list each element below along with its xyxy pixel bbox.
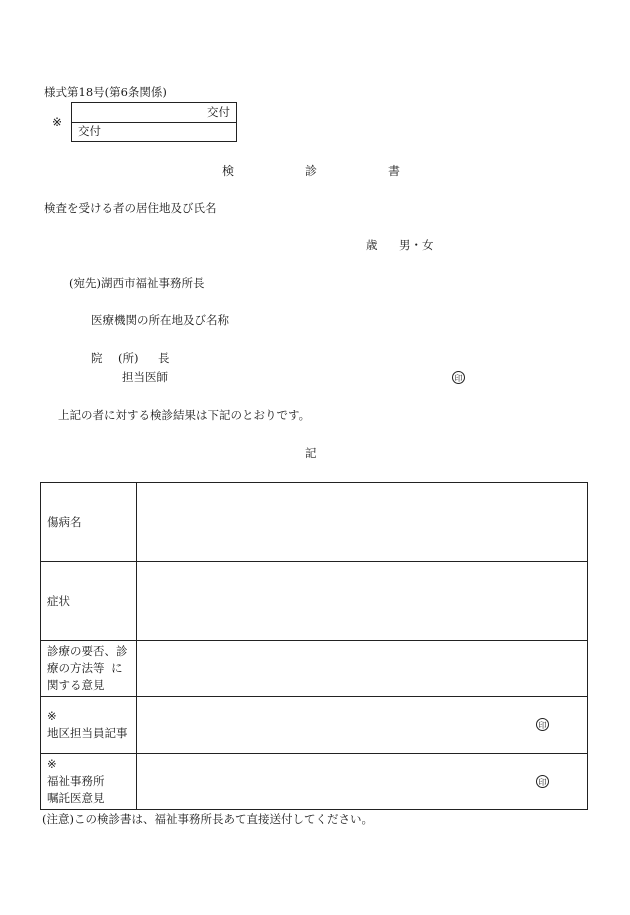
doctor-seal-icon: 印 xyxy=(452,371,465,384)
table-row xyxy=(41,483,588,562)
district-officer-seal-icon: 印 xyxy=(536,718,549,731)
symptoms-label: 症状 xyxy=(41,562,137,641)
issue-box-row2: 交付 xyxy=(78,124,101,138)
form-number: 様式第18号(第6条関係) xyxy=(44,85,167,99)
statement: 上記の者に対する検診結果は下記のとおりです。 xyxy=(58,408,311,422)
table-row xyxy=(41,641,588,697)
diagnosis-label: 傷病名 xyxy=(41,483,137,562)
director-char-3: 長 xyxy=(158,351,170,365)
issue-box-row1: 交付 xyxy=(207,105,230,119)
age-suffix: 歳 xyxy=(366,238,378,252)
ki-heading: 記 xyxy=(305,446,317,460)
diagnosis-field[interactable] xyxy=(137,483,588,562)
patient-label: 検査を受ける者の居住地及び氏名 xyxy=(44,201,217,215)
issue-box-divider xyxy=(72,122,236,123)
treatment-opinion-field[interactable] xyxy=(137,641,588,697)
commissioned-doctor-mark: ※ xyxy=(47,757,57,772)
district-officer-text: 地区担当員記事 xyxy=(47,726,128,740)
commissioned-doctor-line-2: 嘱託医意見 xyxy=(47,790,105,805)
exam-record-table xyxy=(40,482,588,810)
addressee: (宛先)湖西市福祉事務所長 xyxy=(69,276,205,290)
title-char-2: 診 xyxy=(305,164,318,178)
symptoms-field[interactable] xyxy=(137,562,588,641)
treatment-opinion-line-2: 療の方法等 に xyxy=(47,661,123,676)
issue-box xyxy=(71,102,237,142)
commissioned-doctor-label xyxy=(41,754,137,810)
table-row xyxy=(41,697,588,754)
commissioned-doctor-seal-icon: 印 xyxy=(536,775,549,788)
commissioned-doctor-field[interactable] xyxy=(137,754,588,810)
treatment-opinion-line-1: 診療の要否、診 xyxy=(47,644,128,659)
director-char-1: 院 xyxy=(91,351,103,365)
table-row xyxy=(41,562,588,641)
table-row xyxy=(41,754,588,810)
reference-mark: ※ xyxy=(52,115,63,129)
sex-options: 男・女 xyxy=(399,238,434,252)
treatment-opinion-label xyxy=(41,641,137,697)
title-char-3: 書 xyxy=(388,164,401,178)
doctor-label: 担当医師 xyxy=(122,370,168,384)
district-officer-field[interactable] xyxy=(137,697,588,754)
treatment-opinion-line-3: 関する意見 xyxy=(47,677,105,692)
title-char-1: 検 xyxy=(222,164,235,178)
director-char-2: (所) xyxy=(118,351,139,365)
institution-label: 医療機関の所在地及び名称 xyxy=(91,313,229,327)
district-officer-label xyxy=(41,697,137,754)
district-officer-mark: ※ xyxy=(47,709,57,724)
commissioned-doctor-line-1: 福祉事務所 xyxy=(47,774,105,789)
footer-note: (注意)この検診書は、福祉事務所長あて直接送付してください。 xyxy=(42,812,373,826)
